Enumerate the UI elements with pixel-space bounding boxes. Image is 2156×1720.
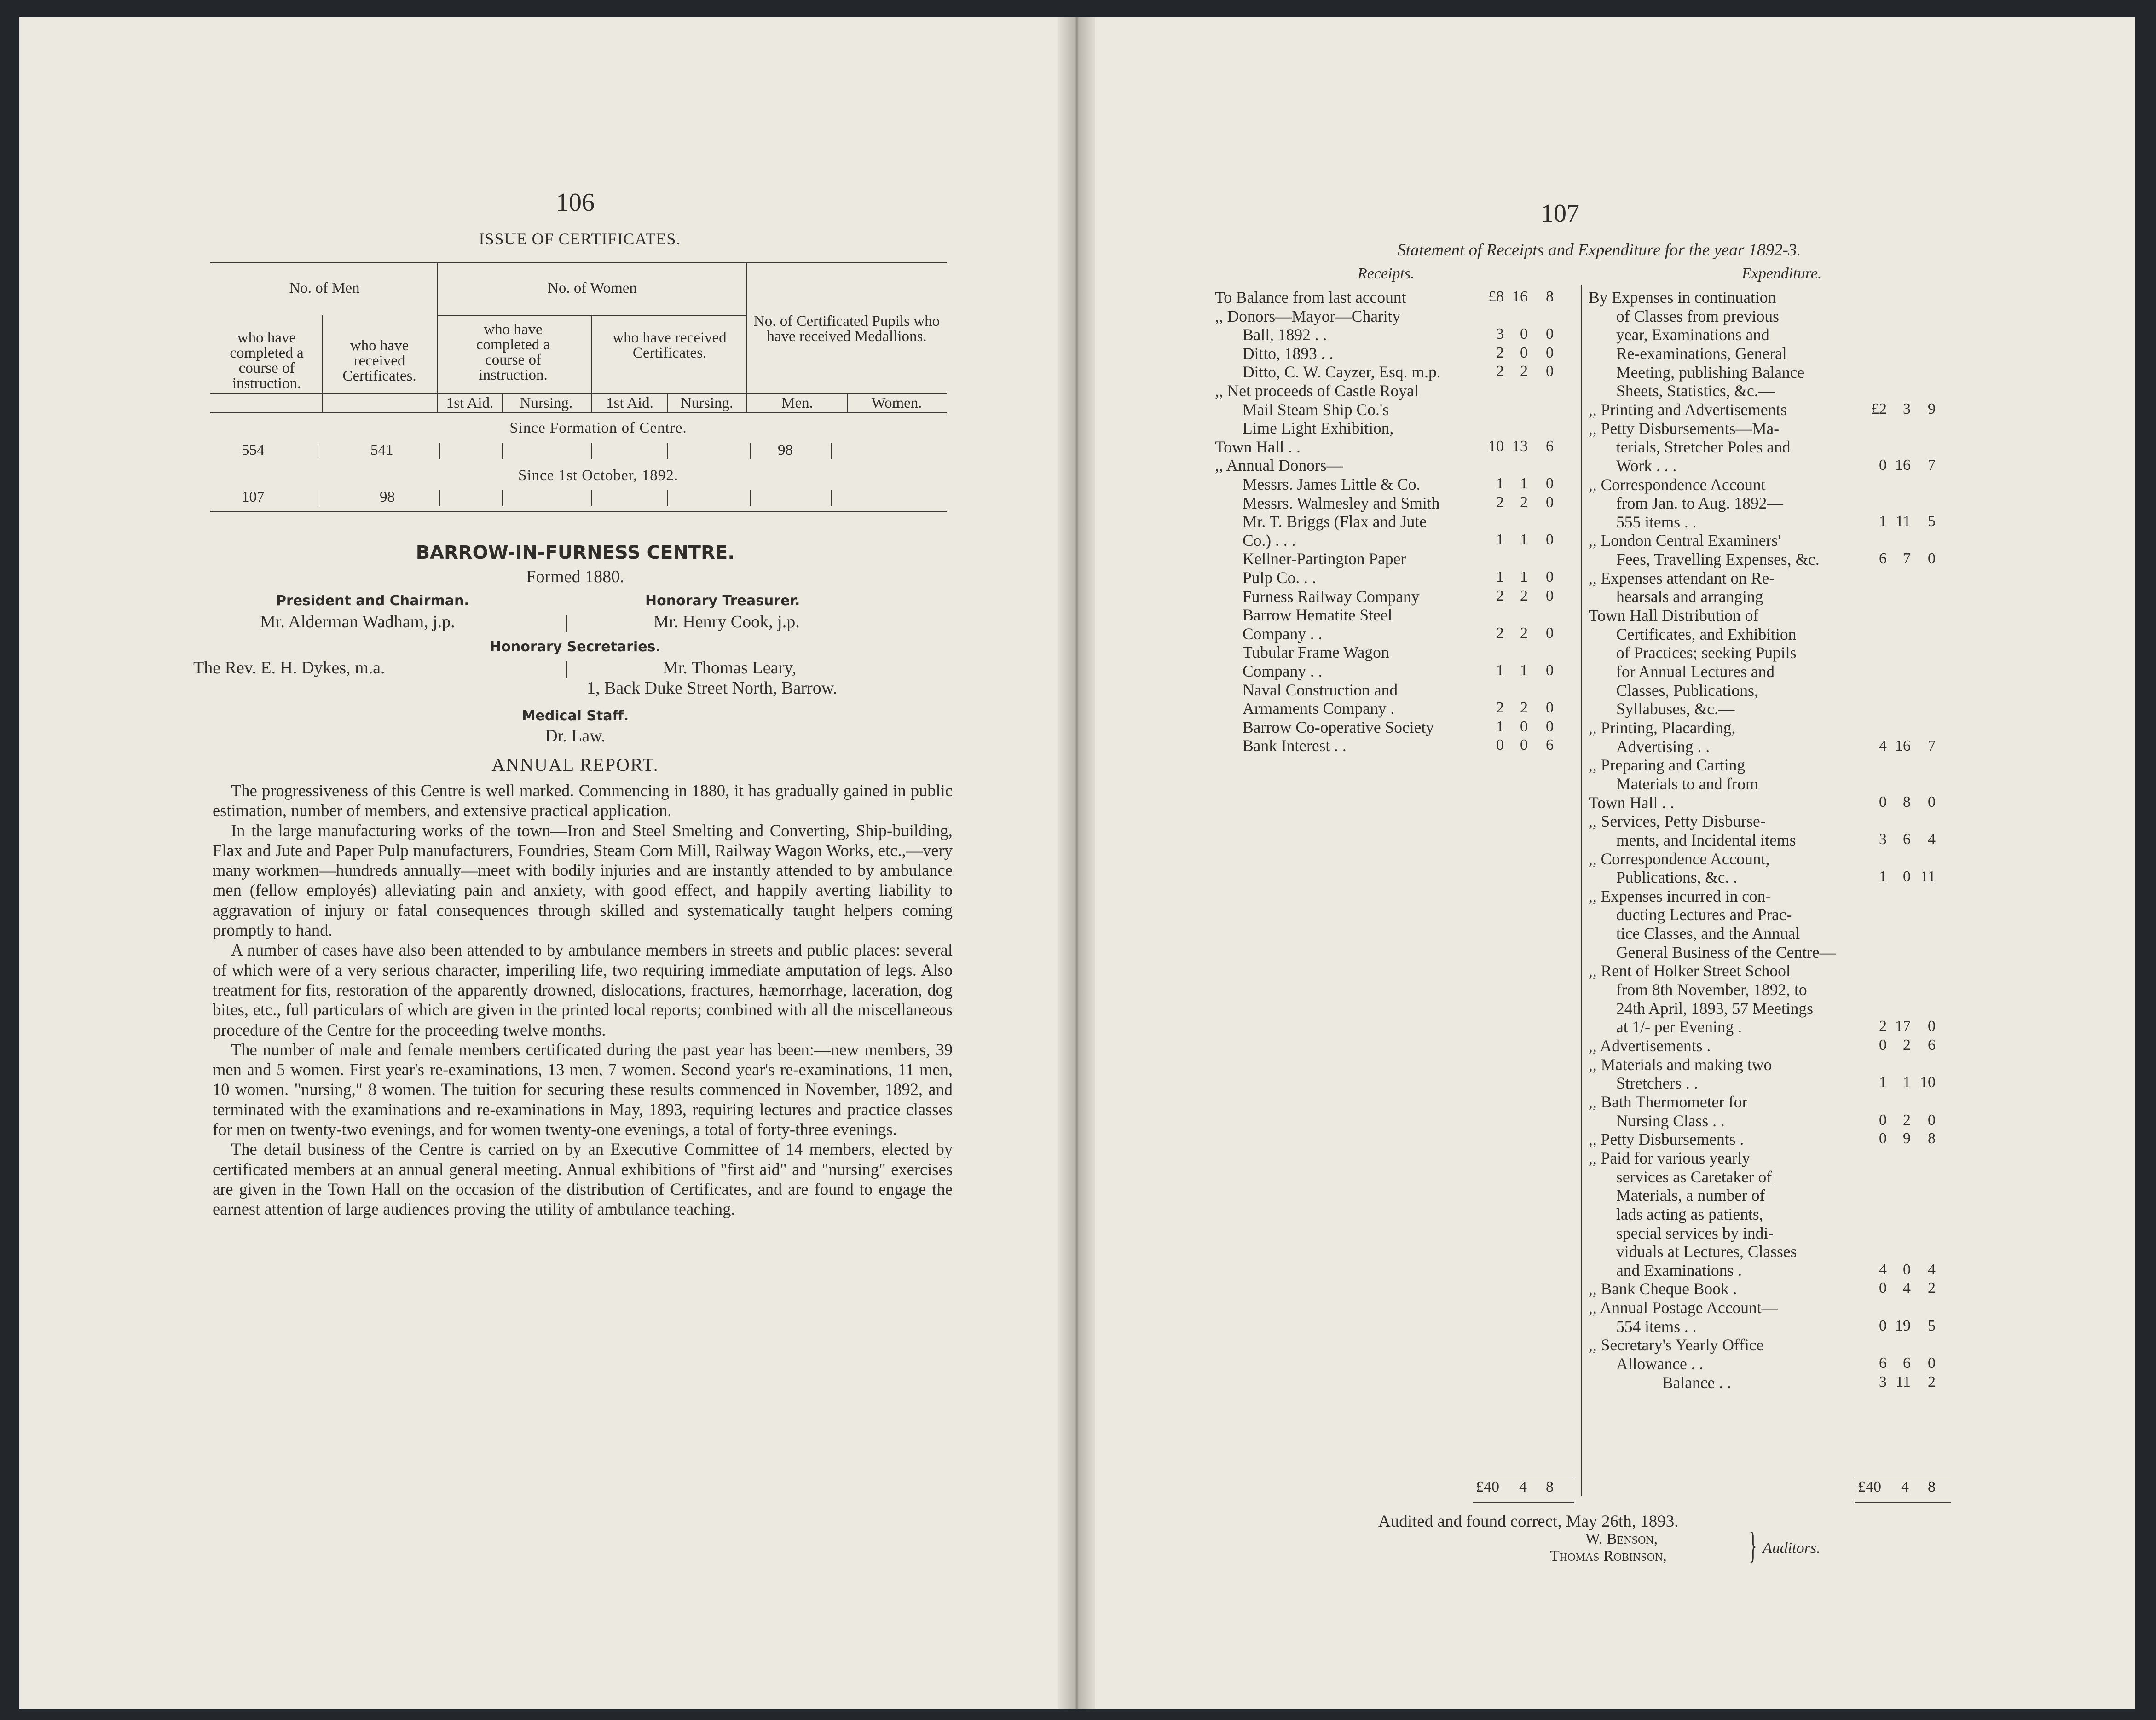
receipts-amount-pence: 6: [1546, 437, 1554, 455]
receipts-amount-pounds: 1: [1496, 662, 1504, 679]
expenditure-line: tice Classes, and the Annual: [1616, 924, 1800, 943]
expenditure-amount-pence: 5: [1928, 1317, 1936, 1334]
expenditure-line: of Practices; seeking Pupils: [1616, 643, 1797, 662]
receipts-amount-shillings: 1: [1520, 475, 1528, 492]
expenditure-amount-pence: 8: [1928, 1130, 1936, 1147]
receipts-amount-pounds: 2: [1496, 493, 1504, 511]
page-number-right: 107: [1541, 199, 1579, 228]
expenditure-amount-pounds: 0: [1879, 456, 1887, 474]
expenditure-amount-pounds: 0: [1879, 1111, 1887, 1129]
expenditure-amount-shillings: 6: [1903, 1355, 1911, 1372]
expenditure-line: year, Examinations and: [1616, 325, 1769, 344]
expenditure-amount-pounds: 3: [1879, 1373, 1887, 1390]
book-gutter: [1058, 17, 1095, 1709]
expenditure-line: Nursing Class . .: [1616, 1111, 1725, 1130]
expenditure-line: ducting Lectures and Prac-: [1616, 905, 1792, 924]
formed-year: Formed 1880.: [526, 567, 624, 586]
secretary-2: Mr. Thomas Leary,: [663, 658, 797, 678]
expenditure-line: Work . . .: [1616, 456, 1677, 475]
secretaries-label: Honorary Secretaries.: [490, 639, 661, 655]
expenditure-amount-pounds: 1: [1879, 512, 1887, 530]
receipts-amount-shillings: 0: [1520, 718, 1528, 735]
receipts-line: Town Hall . .: [1215, 437, 1301, 456]
auditors-brace: }: [1749, 1525, 1757, 1566]
centre-title: BARROW-IN-FURNESS CENTRE.: [416, 542, 735, 563]
receipts-line: Ball, 1892 . .: [1243, 325, 1327, 344]
receipts-amount-pounds: 2: [1496, 699, 1504, 717]
expenditure-line: Stretchers . .: [1616, 1074, 1698, 1093]
expenditure-line: ,, Petty Disbursements—Ma-: [1589, 419, 1780, 438]
receipts-amount-pence: 0: [1546, 475, 1554, 492]
annual-report-body: [213, 781, 953, 1219]
receipts-amount-pounds: 0: [1496, 736, 1504, 754]
expenditure-line: Town Hall . .: [1589, 793, 1674, 812]
receipts-amount-shillings: 2: [1520, 587, 1528, 604]
receipts-amount-shillings: 2: [1520, 699, 1528, 717]
expenditure-amount-shillings: 4: [1903, 1280, 1911, 1297]
total-receipts-pence: 8: [1546, 1478, 1554, 1495]
expenditure-amount-pence: 0: [1928, 793, 1936, 811]
receipts-amount-pounds: 2: [1496, 624, 1504, 642]
receipts-amount-shillings: 2: [1520, 624, 1528, 642]
receipts-amount-pounds: 1: [1496, 568, 1504, 585]
total-expenditure-pence: 8: [1928, 1478, 1936, 1495]
statement-title: Statement of Receipts and Expenditure for the year 1892-3.: [1397, 241, 1801, 260]
expenditure-amount-shillings: 8: [1903, 793, 1911, 811]
expenditure-amount-pence: 6: [1928, 1037, 1936, 1054]
expenditure-line: ,, Advertisements .: [1589, 1037, 1711, 1055]
expenditure-line: Publications, &c. .: [1616, 868, 1738, 887]
expenditure-line: ,, Paid for various yearly: [1589, 1148, 1750, 1167]
receipts-line: Messrs. James Little & Co.: [1243, 475, 1421, 493]
expenditure-line: for Annual Lectures and: [1616, 662, 1775, 681]
receipts-line: Barrow Co-operative Society: [1243, 718, 1434, 736]
expenditure-line: special services by indi-: [1616, 1223, 1774, 1242]
women-sub: Women.: [871, 395, 922, 411]
receipts-amount-pence: 0: [1546, 718, 1554, 735]
expenditure-line: ,, Annual Postage Account—: [1589, 1298, 1778, 1317]
receipts-amount-pence: 0: [1546, 363, 1554, 380]
auditors-label: Auditors.: [1763, 1540, 1821, 1557]
receipts-amount-pence: 0: [1546, 568, 1554, 585]
audit-line: Audited and found correct, May 26th, 1893.: [1378, 1512, 1679, 1531]
expenditure-amount-pence: 4: [1928, 830, 1936, 848]
expenditure-line: By Expenses in continuation: [1589, 288, 1776, 307]
men-received-header: who have received Certificates.: [342, 337, 416, 384]
expenditure-line: Fees, Travelling Expenses, &c.: [1616, 550, 1820, 569]
expenditure-line: ,, Preparing and Carting: [1589, 756, 1746, 775]
expenditure-amount-pence: 0: [1928, 1111, 1936, 1129]
expenditure-amount-pence: 10: [1920, 1074, 1936, 1091]
paragraph-2: In the large manufacturing works of the town—Iron and Steel Smelting and Converting, Ship-building, Flax and Jute and Paper Pulp manufacturers, Foundries, Steam Corn Mill, Railway Wagon Works, etc.,—very many workmen—hundreds annually—meet with bodily injuries and are instantly attended to by ambulance men (fellow employés) alleviating pain and anxiety, with good effect, and happily averting liability to aggravation of injury or fatal consequences through skilled and systematically taught helpers coming promptly to hand.: [213, 821, 953, 940]
women-received-header: who have received Certificates.: [613, 330, 727, 361]
expenditure-line: from 8th November, 1892, to: [1616, 980, 1807, 999]
expenditure-line: at 1/- per Evening .: [1616, 1018, 1742, 1037]
expenditure-line: General Business of the Centre—: [1616, 943, 1836, 961]
receipts-line: Naval Construction and: [1243, 680, 1398, 699]
receipts-amount-pence: 0: [1546, 587, 1554, 604]
receipts-amount-pounds: 10: [1488, 437, 1504, 455]
expenditure-line: ,, Correspondence Account: [1589, 475, 1766, 494]
receipts-amount-pounds: 2: [1496, 587, 1504, 604]
expenditure-line: Sheets, Statistics, &c.—: [1616, 382, 1775, 400]
expenditure-line: ,, Printing and Advertisements: [1589, 400, 1787, 419]
receipts-amount-pence: 8: [1546, 288, 1554, 305]
receipts-amount-pence: 6: [1546, 736, 1554, 754]
total-expenditure-shillings: 4: [1901, 1478, 1909, 1495]
expenditure-amount-pounds: £2: [1871, 400, 1887, 417]
expenditure-amount-shillings: 3: [1903, 400, 1911, 417]
expenditure-line: ,, Materials and making two: [1589, 1055, 1772, 1074]
total-expenditure-pounds: £40: [1858, 1478, 1881, 1495]
receipts-amount-pence: 0: [1546, 493, 1554, 511]
certificates-title: ISSUE OF CERTIFICATES.: [479, 230, 681, 248]
expenditure-amount-shillings: 11: [1896, 512, 1911, 530]
expenditure-amount-shillings: 0: [1903, 1261, 1911, 1278]
receipts-line: Mail Steam Ship Co.'s: [1243, 400, 1389, 419]
expenditure-amount-pounds: 2: [1879, 1018, 1887, 1035]
receipts-amount-pounds: £8: [1488, 288, 1504, 305]
october-men-received: 98: [380, 489, 395, 505]
expenditure-line: Balance . .: [1662, 1373, 1731, 1392]
receipts-amount-pounds: 3: [1496, 325, 1504, 343]
expenditure-line: Classes, Publications,: [1616, 681, 1758, 700]
expenditure-line: hearsals and arranging: [1616, 587, 1763, 606]
expenditure-amount-pounds: 1: [1879, 868, 1887, 886]
expenditure-line: Materials to and from: [1616, 774, 1758, 793]
receipts-line: ,, Annual Donors—: [1215, 456, 1343, 475]
secretary-1: The Rev. E. H. Dykes, m.a.: [193, 658, 385, 678]
formation-men-completed: 554: [242, 442, 265, 458]
president-label: President and Chairman.: [276, 593, 469, 609]
receipts-line: ,, Net proceeds of Castle Royal: [1215, 382, 1419, 400]
receipts-line: Ditto, 1893 . .: [1243, 344, 1334, 363]
receipts-amount-shillings: 2: [1520, 363, 1528, 380]
receipts-line: Kellner-Partington Paper: [1243, 550, 1406, 568]
receipts-line: Mr. T. Briggs (Flax and Jute: [1243, 512, 1427, 531]
receipts-amount-shillings: 0: [1520, 325, 1528, 343]
receipts-amount-shillings: 0: [1520, 344, 1528, 361]
receipts-amount-pence: 0: [1546, 662, 1554, 679]
expenditure-amount-shillings: 0: [1903, 868, 1911, 886]
expenditure-amount-shillings: 19: [1895, 1317, 1911, 1334]
receipts-line: To Balance from last account: [1215, 288, 1406, 307]
expenditure-line: ,, London Central Examiners': [1589, 531, 1781, 550]
receipts-heading: Receipts.: [1358, 265, 1415, 282]
expenditure-amount-pence: 7: [1928, 737, 1936, 754]
nursing-sub-2: Nursing.: [680, 395, 734, 411]
expenditure-amount-pounds: 0: [1879, 793, 1887, 811]
receipts-line: Pulp Co. . .: [1243, 568, 1316, 587]
receipts-amount-pounds: 2: [1496, 344, 1504, 361]
receipts-amount-pence: 0: [1546, 699, 1554, 717]
expenditure-line: ,, Printing, Placarding,: [1589, 718, 1736, 737]
expenditure-line: Meeting, publishing Balance: [1616, 363, 1805, 382]
expenditure-line: 554 items . .: [1616, 1317, 1697, 1336]
expenditure-amount-shillings: 16: [1895, 737, 1911, 754]
expenditure-amount-shillings: 9: [1903, 1130, 1911, 1147]
expenditure-line: lads acting as patients,: [1616, 1205, 1763, 1223]
receipts-amount-shillings: 0: [1520, 736, 1528, 754]
expenditure-line: Certificates, and Exhibition: [1616, 625, 1797, 643]
expenditure-amount-shillings: 17: [1895, 1018, 1911, 1035]
expenditure-amount-pence: 11: [1920, 868, 1936, 886]
receipts-amount-shillings: 1: [1520, 662, 1528, 679]
expenditure-amount-pence: 4: [1928, 1261, 1936, 1278]
expenditure-amount-shillings: 2: [1903, 1037, 1911, 1054]
expenditure-line: Town Hall Distribution of: [1589, 606, 1759, 625]
receipts-line: Company . .: [1243, 662, 1323, 680]
expenditure-line: 555 items . .: [1616, 512, 1697, 531]
receipts-line: Furness Railway Company: [1243, 587, 1420, 606]
expenditure-amount-shillings: 1: [1903, 1074, 1911, 1091]
expenditure-line: 24th April, 1893, 57 Meetings: [1616, 999, 1813, 1018]
expenditure-amount-pence: 5: [1928, 512, 1936, 530]
auditor-2: Thomas Robinson,: [1550, 1547, 1667, 1564]
expenditure-amount-pence: 2: [1928, 1373, 1936, 1390]
expenditure-amount-pounds: 0: [1879, 1130, 1887, 1147]
expenditure-line: Materials, a number of: [1616, 1186, 1765, 1205]
receipts-amount-shillings: 13: [1512, 437, 1528, 455]
receipts-line: Tubular Frame Wagon: [1243, 643, 1389, 662]
expenditure-amount-pounds: 0: [1879, 1317, 1887, 1334]
receipts-amount-pence: 0: [1546, 624, 1554, 642]
expenditure-amount-pounds: 4: [1879, 1261, 1887, 1278]
expenditure-amount-pounds: 1: [1879, 1074, 1887, 1091]
expenditure-line: from Jan. to Aug. 1892—: [1616, 494, 1783, 513]
formation-men-received: 541: [370, 442, 393, 458]
expenditure-amount-pounds: 6: [1879, 1355, 1887, 1372]
receipts-amount-pounds: 2: [1496, 363, 1504, 380]
medical-label: Medical Staff.: [521, 708, 629, 724]
expenditure-line: Syllabuses, &c.—: [1616, 700, 1735, 718]
receipts-line: Bank Interest . .: [1243, 736, 1347, 755]
expenditure-line: ,, Expenses incurred in con-: [1589, 886, 1771, 905]
expenditure-line: ,, Correspondence Account,: [1589, 849, 1770, 868]
paragraph-3: A number of cases have also been attended to by ambulance members in streets and public places: several of which were of a very serious character, imperiling life, two requiring immediate amputation of legs. Also treatment for fits, restoration of the apparently drowned, dislocations, fractures, hæmorrhage, laceration, dog bites, etc., full particulars of which are given in the printed local reports; combined with all the miscellaneous procedure of the Centre for the proceeding twelve months.: [213, 940, 953, 1039]
treasurer-name: Mr. Henry Cook, j.p.: [653, 612, 800, 631]
expenditure-amount-shillings: 11: [1896, 1373, 1911, 1390]
expenditure-amount-pounds: 6: [1879, 550, 1887, 568]
expenditure-line: services as Caretaker of: [1616, 1167, 1772, 1186]
expenditure-line: and Examinations .: [1616, 1261, 1742, 1280]
expenditure-line: ,, Petty Disbursements .: [1589, 1130, 1744, 1149]
report-title: ANNUAL REPORT.: [491, 754, 659, 775]
receipts-amount-pounds: 1: [1496, 531, 1504, 548]
october-men-completed: 107: [242, 489, 265, 505]
expenditure-amount-shillings: 6: [1903, 830, 1911, 848]
nursing-sub: Nursing.: [520, 395, 573, 411]
expenditure-amount-pounds: 0: [1879, 1280, 1887, 1297]
secretary-2-address: 1, Back Duke Street North, Barrow.: [587, 678, 838, 698]
receipts-amount-pounds: 1: [1496, 718, 1504, 735]
expenditure-amount-pence: 0: [1928, 550, 1936, 568]
expenditure-line: terials, Stretcher Poles and: [1616, 438, 1791, 457]
expenditure-amount-pence: 0: [1928, 1018, 1936, 1035]
expenditure-line: of Classes from previous: [1616, 307, 1779, 325]
first-aid-sub: 1st Aid.: [446, 395, 494, 411]
expenditure-line: Re-examinations, General: [1616, 344, 1787, 363]
expenditure-amount-pounds: 3: [1879, 830, 1887, 848]
expenditure-amount-pounds: 4: [1879, 737, 1887, 754]
medical-name: Dr. Law.: [545, 726, 606, 746]
treasurer-label: Honorary Treasurer.: [645, 593, 800, 609]
expenditure-line: viduals at Lectures, Classes: [1616, 1242, 1797, 1261]
expenditure-line: ments, and Incidental items: [1616, 830, 1796, 849]
receipts-amount-shillings: 1: [1520, 568, 1528, 585]
expenditure-line: ,, Services, Petty Disburse-: [1589, 812, 1766, 831]
receipts-amount-pence: 0: [1546, 344, 1554, 361]
women-header: No. of Women: [548, 280, 637, 296]
expenditure-amount-pounds: 0: [1879, 1037, 1887, 1054]
expenditure-heading: Expenditure.: [1742, 265, 1822, 282]
total-receipts-shillings: 4: [1519, 1478, 1527, 1495]
receipts-line: ,, Donors—Mayor—Charity: [1215, 307, 1401, 325]
receipts-amount-shillings: 16: [1512, 288, 1528, 305]
page-number-left: 106: [556, 188, 595, 217]
expenditure-line: ,, Bath Thermometer for: [1589, 1092, 1748, 1111]
expenditure-line: Allowance . .: [1616, 1355, 1704, 1373]
receipts-amount-pence: 0: [1546, 325, 1554, 343]
total-receipts-pounds: £40: [1476, 1478, 1499, 1495]
expenditure-amount-pence: 9: [1928, 400, 1936, 417]
first-aid-sub-2: 1st Aid.: [606, 395, 653, 411]
expenditure-amount-shillings: 7: [1903, 550, 1911, 568]
receipts-line: Company . .: [1243, 624, 1323, 643]
formation-medallions-men: 98: [778, 442, 793, 458]
since-october-label: Since 1st October, 1892.: [518, 467, 679, 484]
expenditure-line: ,, Secretary's Yearly Office: [1589, 1336, 1764, 1355]
receipts-amount-shillings: 2: [1520, 493, 1528, 511]
expenditure-line: Advertising . .: [1616, 737, 1710, 756]
women-completed-header: who have completed a course of instruction.: [476, 321, 550, 383]
receipts-line: Armaments Company .: [1243, 699, 1395, 718]
medallions-header: No. of Certificated Pupils who have received Medallions.: [753, 313, 940, 345]
receipts-line: Messrs. Walmesley and Smith: [1243, 493, 1440, 512]
expenditure-amount-shillings: 16: [1895, 456, 1911, 474]
paragraph-5: The detail business of the Centre is carried on by an Executive Committee of 14 members, elected by certificated members at an annual general meeting. Annual exhibitions of "first aid" and "nursing" exercises are given in the Town Hall on the occasion of the distribution of Certificates, and are found to engage the earnest attention of large audiences proving the utility of ambulance teaching.: [213, 1140, 953, 1219]
men-completed-header: who have completed a course of instruction.: [230, 330, 304, 392]
paragraph-1: The progressiveness of this Centre is well marked. Commencing in 1880, it has gradually gained in public estimation, number of members, and extensive practical application.: [213, 781, 953, 820]
receipts-line: Lime Light Exhibition,: [1243, 419, 1394, 438]
receipts-amount-shillings: 1: [1520, 531, 1528, 548]
expenditure-amount-pence: 7: [1928, 456, 1936, 474]
expenditure-line: ,, Rent of Holker Street School: [1589, 961, 1791, 980]
men-header: No. of Men: [289, 280, 360, 296]
expenditure-line: ,, Bank Cheque Book .: [1589, 1280, 1737, 1298]
expenditure-line: ,, Expenses attendant on Re-: [1589, 568, 1775, 587]
receipts-line: Ditto, C. W. Cayzer, Esq. m.p.: [1243, 363, 1441, 382]
receipts-line: Co.) . . .: [1243, 531, 1296, 550]
since-formation-label: Since Formation of Centre.: [509, 420, 687, 436]
expenditure-amount-shillings: 2: [1903, 1111, 1911, 1129]
president-name: Mr. Alderman Wadham, j.p.: [260, 612, 455, 631]
receipts-line: Barrow Hematite Steel: [1243, 606, 1393, 625]
expenditure-amount-pence: 2: [1928, 1280, 1936, 1297]
paragraph-4: The number of male and female members certificated during the past year has been:—new members, 39 men and 5 women. First year's re-examinations, 13 men, 7 women. Second year's re-examinations, 11 men, 10 women. "nursing," 8 women. The tuition for securing these results commenced in November, 1892, and terminated with the examinations and re-examinations in May, 1893, requiring lectures and practice classes for men on twenty-two evenings, and for women twenty-one evenings, a total of forty-three evenings.: [213, 1040, 953, 1139]
men-sub: Men.: [781, 395, 813, 411]
auditor-1: W. Benson,: [1585, 1530, 1658, 1547]
receipts-amount-pence: 0: [1546, 531, 1554, 548]
receipts-amount-pounds: 1: [1496, 475, 1504, 492]
expenditure-amount-pence: 0: [1928, 1355, 1936, 1372]
